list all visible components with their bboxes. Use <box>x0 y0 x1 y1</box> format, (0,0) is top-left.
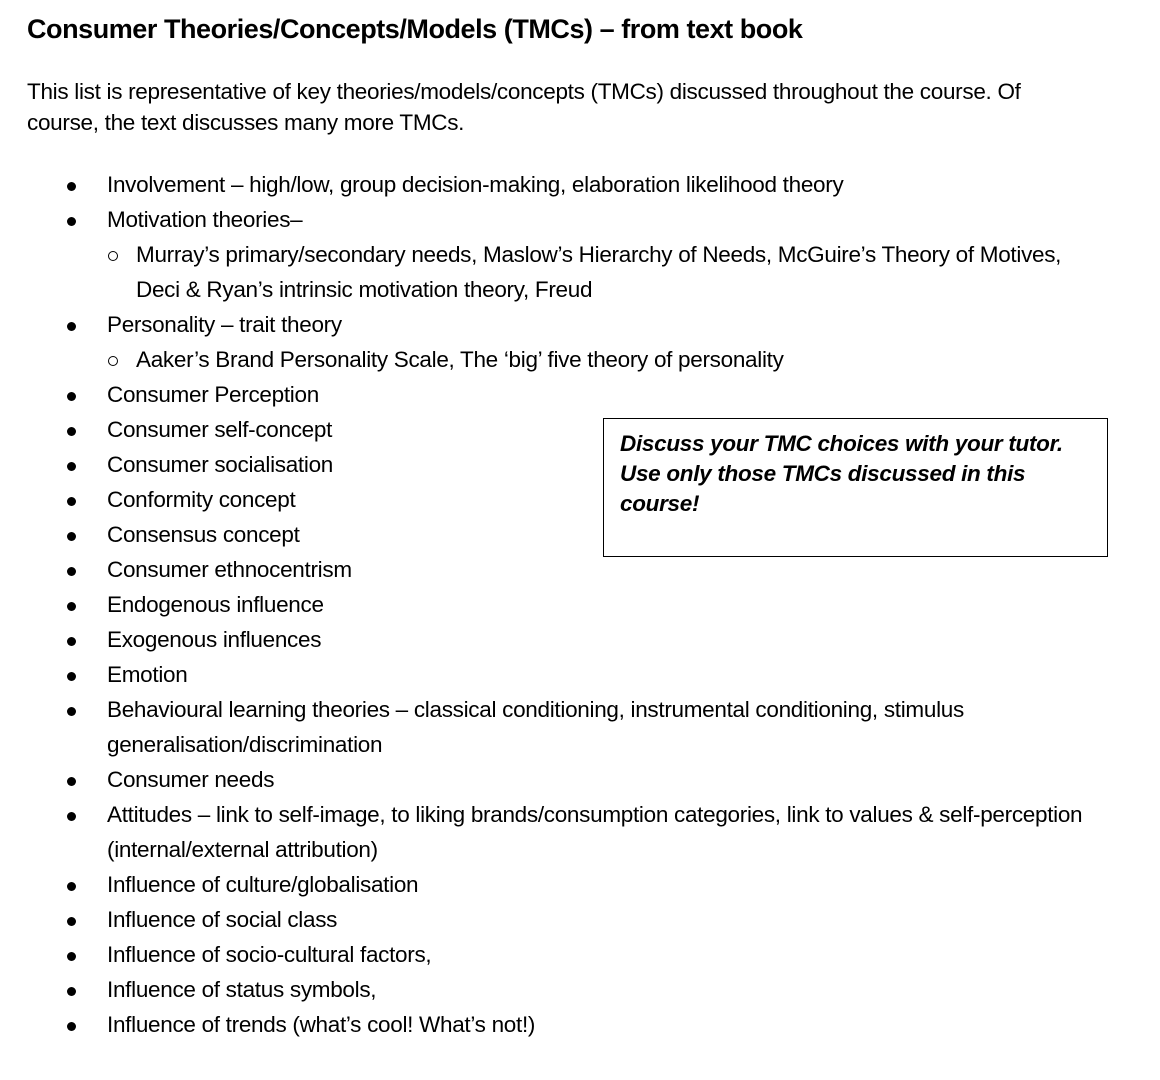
tutor-note-text: Discuss your TMC choices with your tutor. Use only those TMCs discussed in this course! <box>620 431 1063 516</box>
item-text: Motivation theories– <box>107 207 303 232</box>
list-item <box>0 167 1160 202</box>
item-text: Conformity concept <box>107 487 296 512</box>
list-item <box>0 622 1160 657</box>
tmc-list <box>0 167 1160 1042</box>
bullet-icon <box>67 182 76 191</box>
bullet-icon <box>67 567 76 576</box>
bullet-icon <box>67 1022 76 1031</box>
list-item <box>0 797 1160 867</box>
bullet-icon <box>67 672 76 681</box>
bullet-icon <box>67 532 76 541</box>
item-text: Consensus concept <box>107 522 300 547</box>
list-item <box>0 587 1160 622</box>
list-item <box>0 657 1160 692</box>
bullet-icon <box>67 952 76 961</box>
hollow-bullet-icon <box>108 251 118 261</box>
sub-list <box>107 237 1100 307</box>
item-text: Consumer ethnocentrism <box>107 557 352 582</box>
item-text: Consumer self-concept <box>107 417 333 442</box>
list-item <box>0 902 1160 937</box>
bullet-icon <box>67 322 76 331</box>
sub-list-item <box>107 342 1100 377</box>
bullet-icon <box>67 777 76 786</box>
list-item <box>0 692 1160 762</box>
list-item <box>0 202 1160 307</box>
bullet-icon <box>67 707 76 716</box>
bullet-icon <box>67 812 76 821</box>
item-text: Endogenous influence <box>107 592 324 617</box>
list-item <box>0 377 1160 412</box>
bullet-icon <box>67 882 76 891</box>
item-text: Involvement – high/low, group decision-making, elaboration likelihood theory <box>107 172 844 197</box>
sub-item-text: Murray’s primary/secondary needs, Maslow’s Hierarchy of Needs, McGuire’s Theory of Motives, Deci & Ryan’s intrinsic motivation theory, Freud <box>136 242 1062 302</box>
list-item <box>0 1007 1160 1042</box>
tutor-note-box <box>603 418 1108 557</box>
item-text: Influence of social class <box>107 907 338 932</box>
bullet-icon <box>67 392 76 401</box>
list-item <box>0 867 1160 902</box>
bullet-icon <box>67 462 76 471</box>
sub-item-text: Aaker’s Brand Personality Scale, The ‘big’ five theory of personality <box>136 347 784 372</box>
bullet-icon <box>67 217 76 226</box>
item-text: Personality – trait theory <box>107 312 342 337</box>
bullet-icon <box>67 602 76 611</box>
list-item <box>0 972 1160 1007</box>
list-item <box>0 937 1160 972</box>
bullet-icon <box>67 987 76 996</box>
bullet-icon <box>67 497 76 506</box>
bullet-icon <box>67 637 76 646</box>
bullet-icon <box>67 917 76 926</box>
list-item <box>0 762 1160 797</box>
item-text: Influence of status symbols, <box>107 977 377 1002</box>
item-text: Consumer needs <box>107 767 275 792</box>
hollow-bullet-icon <box>108 356 118 366</box>
sub-list-item <box>107 237 1100 307</box>
item-text: Influence of trends (what’s cool! What’s not!) <box>107 1012 536 1037</box>
item-text: Behavioural learning theories – classical conditioning, instrumental conditioning, stimulus generalisation/discrimination <box>107 697 964 757</box>
sub-list <box>107 342 1100 377</box>
intro-paragraph: This list is representative of key theories/models/concepts (TMCs) discussed throughout the course. Of course, the text discusses many more TMCs. <box>27 79 1021 135</box>
item-text: Exogenous influences <box>107 627 322 652</box>
item-text: Consumer Perception <box>107 382 319 407</box>
document-title: Consumer Theories/Concepts/Models (TMCs) – from text book <box>27 14 803 44</box>
item-text: Emotion <box>107 662 188 687</box>
list-item <box>0 307 1160 377</box>
item-text: Influence of culture/globalisation <box>107 872 419 897</box>
item-text: Influence of socio-cultural factors, <box>107 942 432 967</box>
list-item <box>0 552 1160 587</box>
item-text: Attitudes – link to self-image, to liking brands/consumption categories, link to values & self-perception (internal/external attribution) <box>107 802 1083 862</box>
item-text: Consumer socialisation <box>107 452 334 477</box>
bullet-icon <box>67 427 76 436</box>
